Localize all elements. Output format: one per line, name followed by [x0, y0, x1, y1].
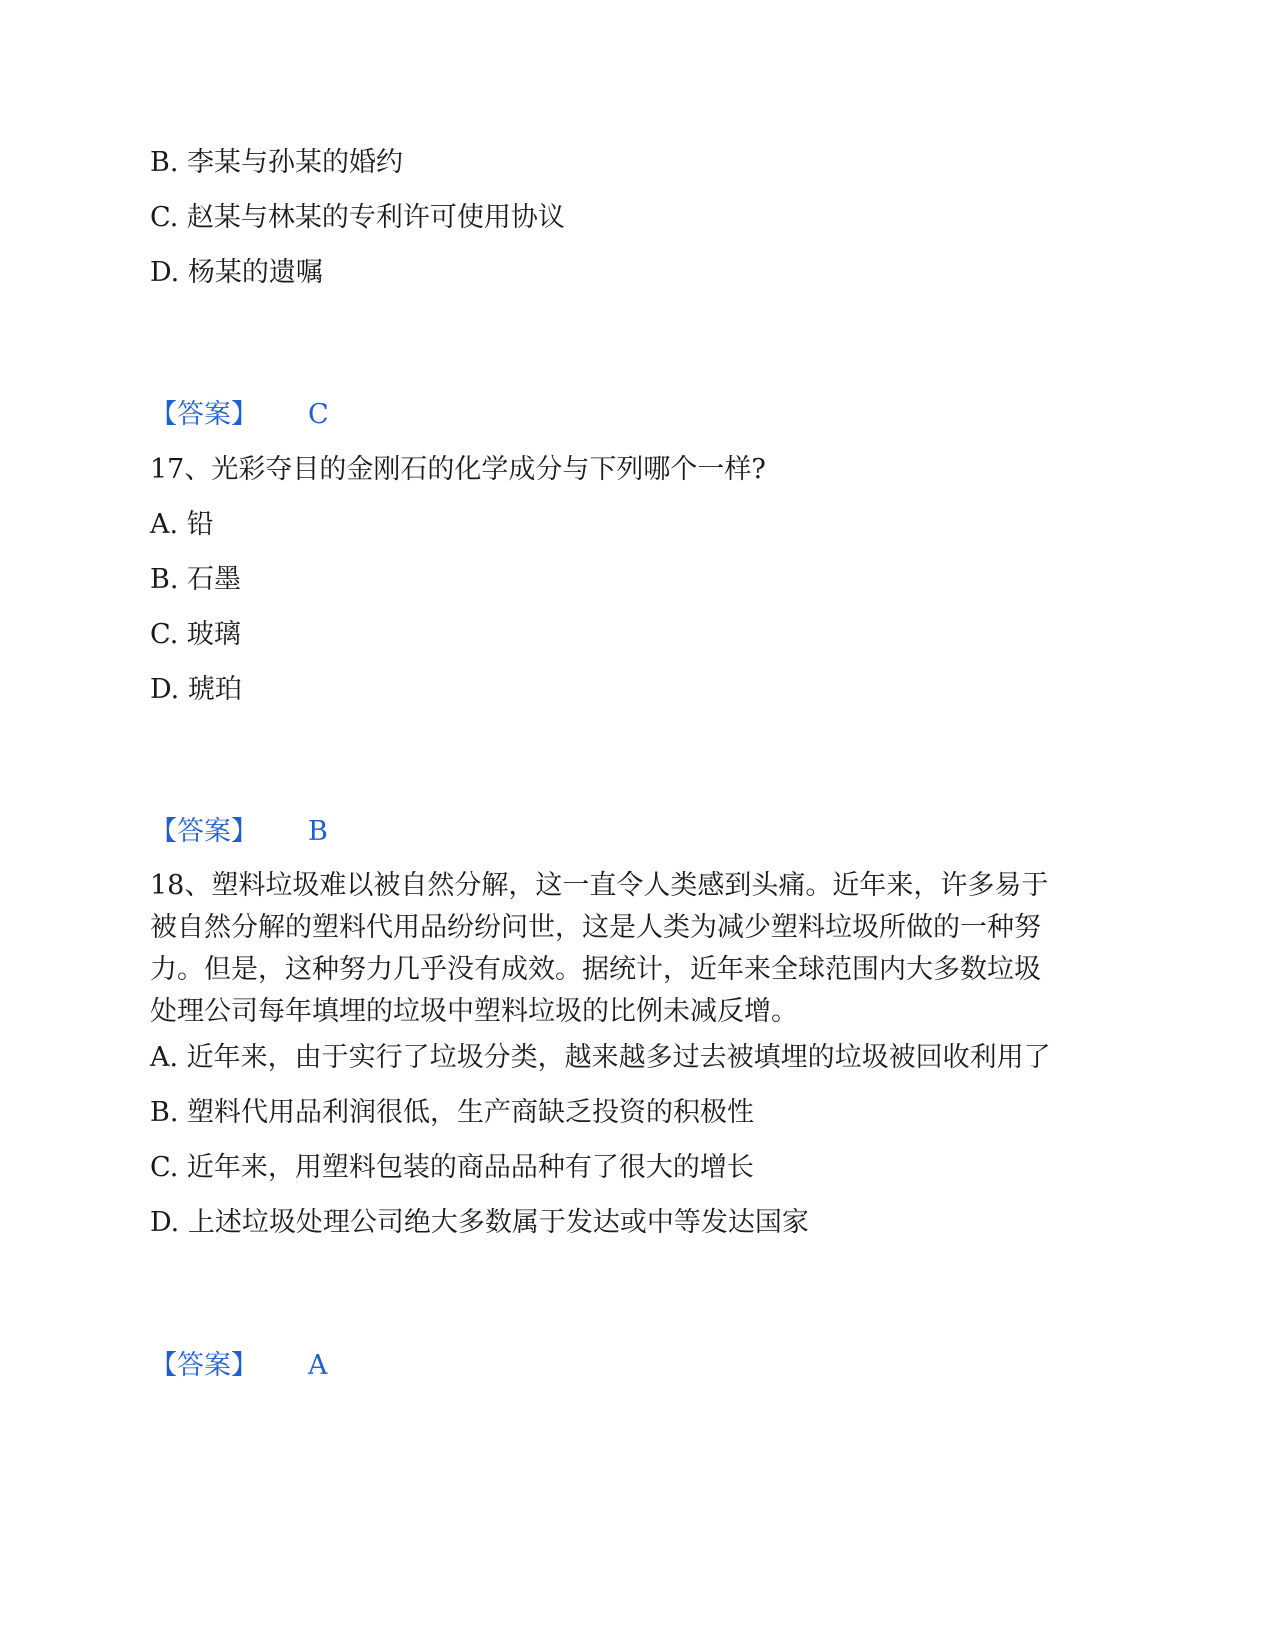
q17-option-d: D. 琥珀: [150, 674, 242, 705]
q17-stem: 17、光彩夺目的金刚石的化学成分与下列哪个一样?: [150, 454, 766, 485]
q18-stem-line: 力。但是，这种努力几乎没有成效。据统计，近年来全球范围内大多数垃圾: [150, 954, 1041, 985]
q18-option-c: C. 近年来，用塑料包装的商品品种有了很大的增长: [150, 1152, 754, 1183]
q17-option-c: C. 玻璃: [150, 619, 241, 650]
q18-stem-line: 被自然分解的塑料代用品纷纷问世，这是人类为减少塑料垃圾所做的一种努: [150, 912, 1041, 943]
q16-answer-value: C: [308, 399, 329, 430]
q18-answer: [150, 1349, 328, 1383]
q17-option-b: B. 石墨: [150, 564, 242, 595]
q18-stem-line: 18、塑料垃圾难以被自然分解，这一直令人类感到头痛。近年来，许多易于: [150, 870, 1049, 901]
q16-option-b: B. 李某与孙某的婚约: [150, 147, 404, 178]
q18-option-d: D. 上述垃圾处理公司绝大多数属于发达或中等发达国家: [150, 1207, 809, 1238]
q18-option-a: A. 近年来，由于实行了垃圾分类，越来越多过去被填埋的垃圾被回收利用了: [150, 1042, 1051, 1073]
q17-answer: [150, 815, 328, 849]
q17-answer-label: 【答案】: [150, 816, 258, 847]
q16-option-c: C. 赵某与林某的专利许可使用协议: [150, 202, 565, 233]
q16-answer: [150, 398, 329, 432]
q18-answer-label: 【答案】: [150, 1350, 258, 1381]
q18-stem: [150, 865, 1110, 1033]
q18-stem-line: 处理公司每年填埋的垃圾中塑料垃圾的比例未减反增。: [150, 996, 798, 1027]
q17-option-a: A. 铅: [150, 509, 214, 540]
q16-option-d: D. 杨某的遗嘱: [150, 257, 323, 288]
q17-answer-value: B: [308, 816, 328, 847]
q18-option-b: B. 塑料代用品利润很低，生产商缺乏投资的积极性: [150, 1097, 755, 1128]
q16-answer-label: 【答案】: [150, 399, 258, 430]
q18-answer-value: A: [308, 1350, 328, 1381]
